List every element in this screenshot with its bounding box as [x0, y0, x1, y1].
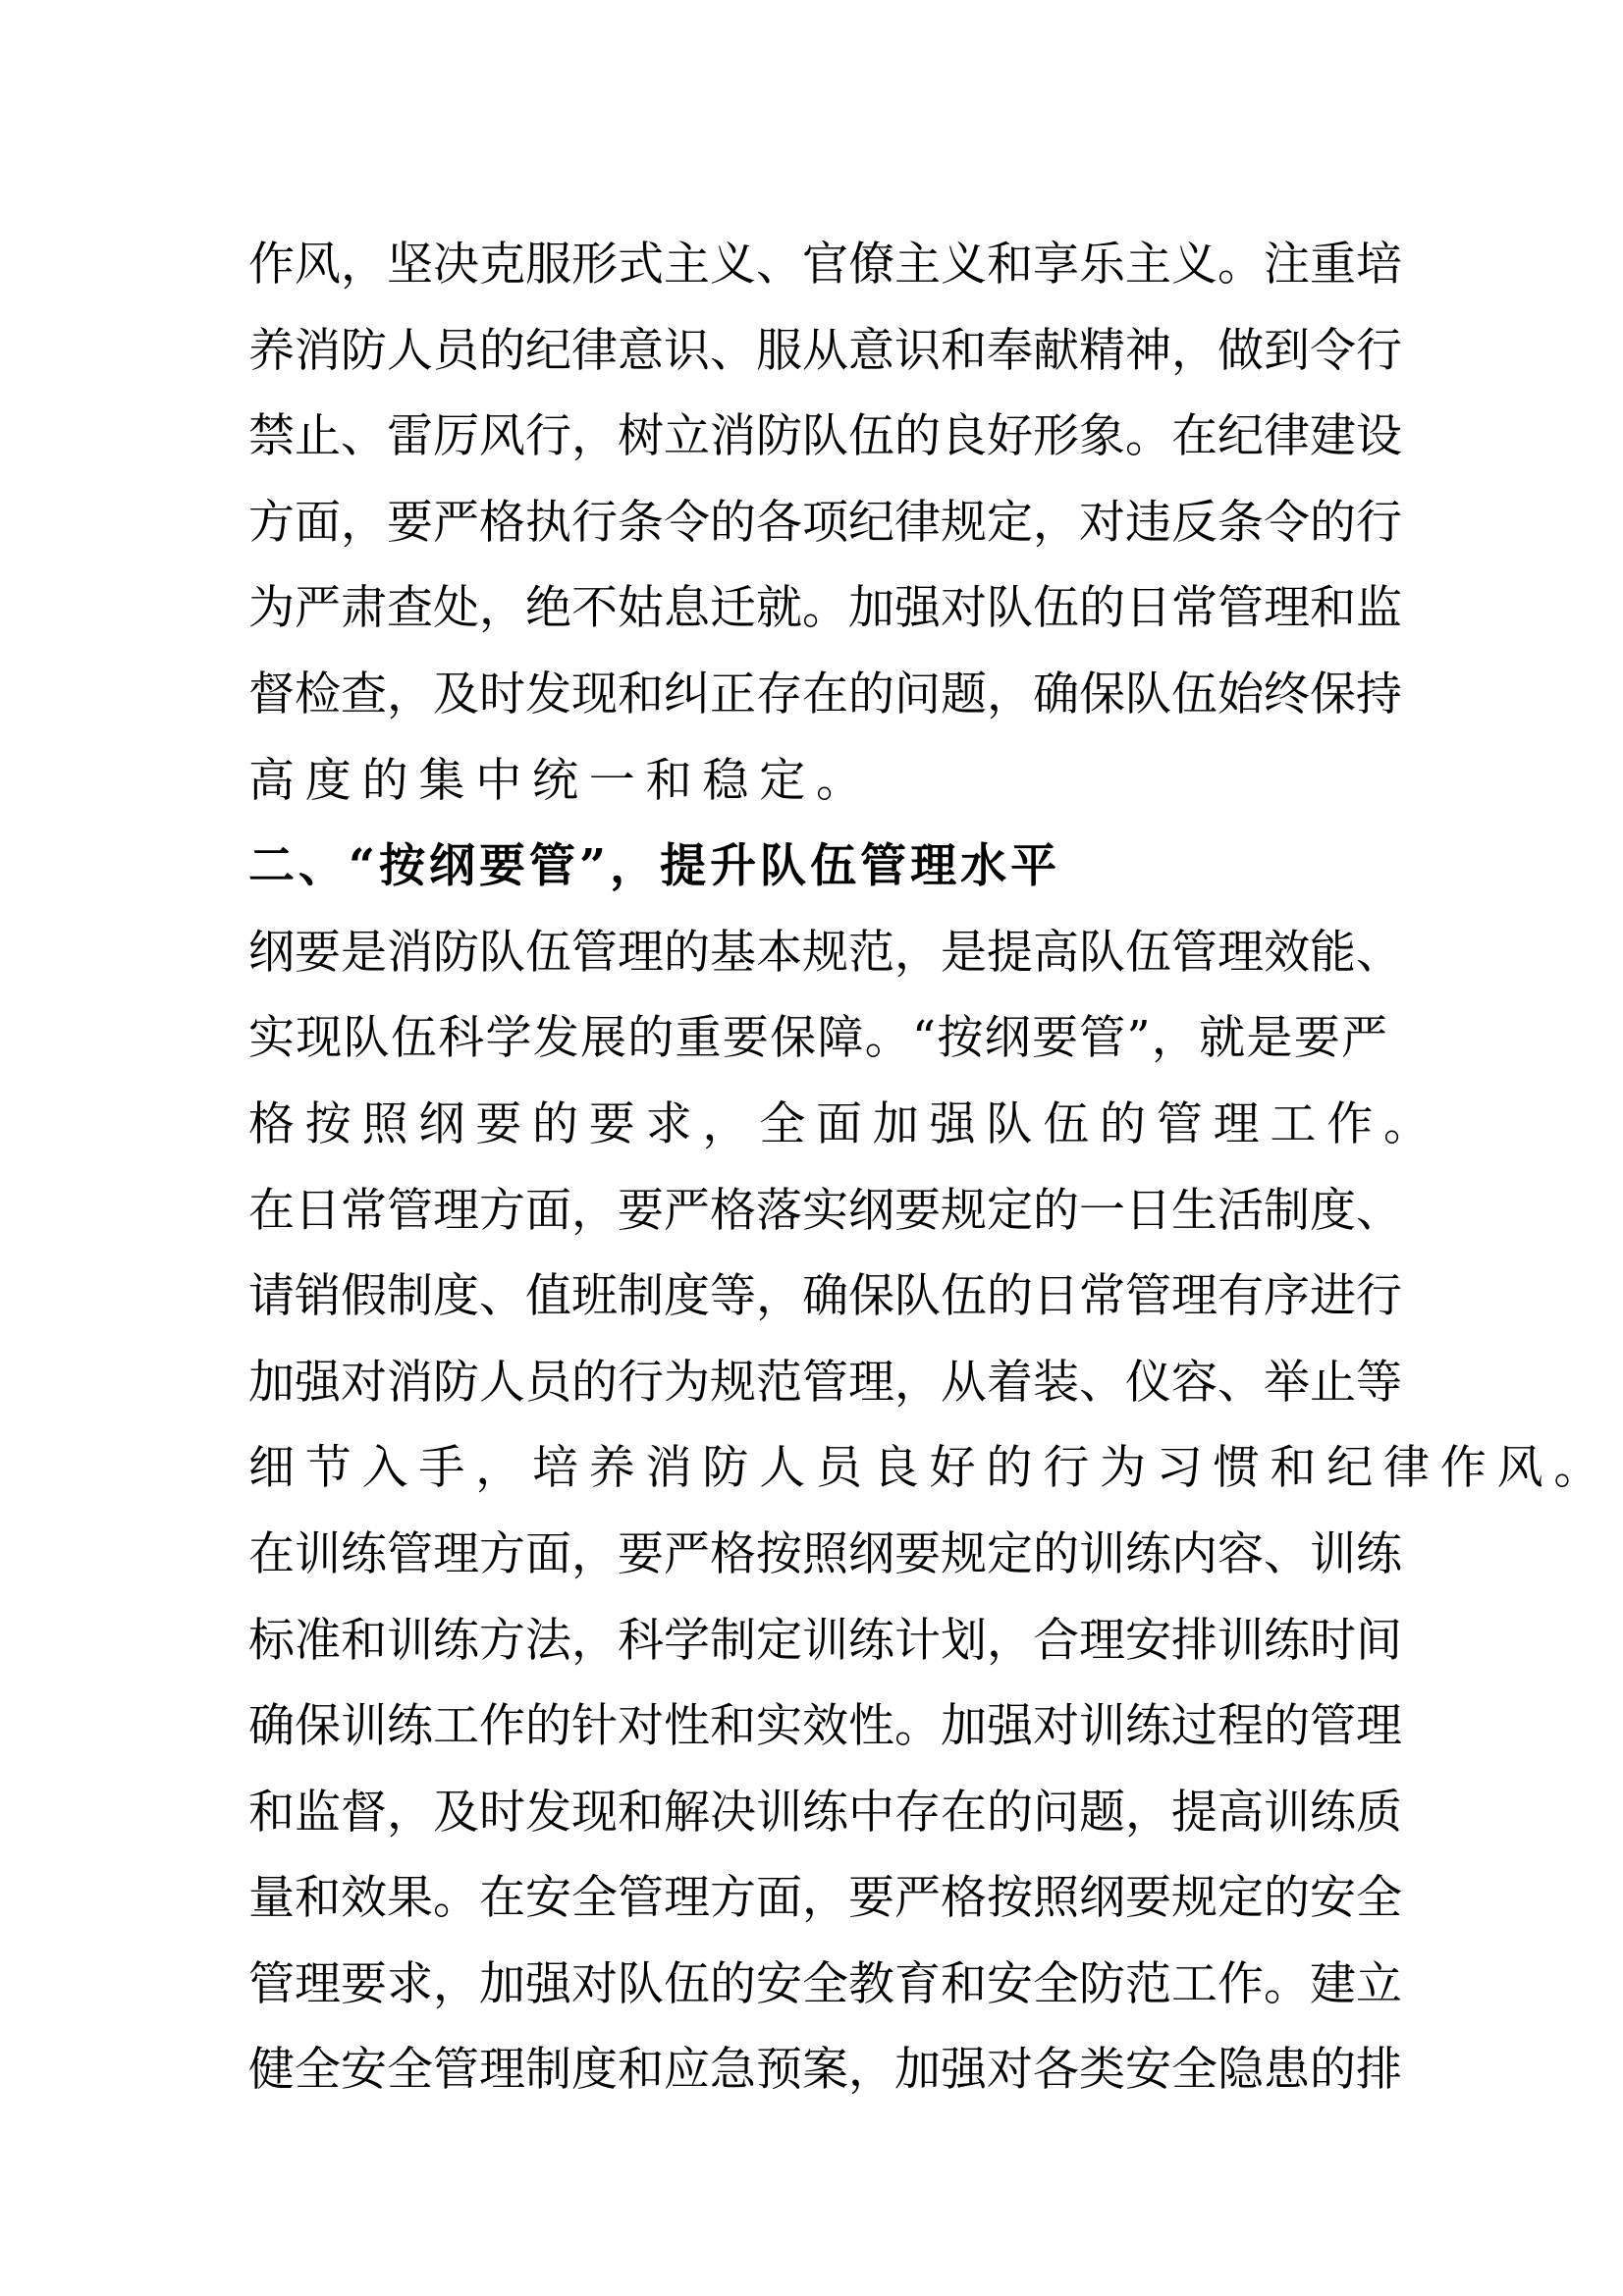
section-heading: 二、“按纲要管”，提升队伍管理水平: [248, 839, 1061, 894]
text-line: 禁止、雷厉风行，树立消防队伍的良好形象。在纪律建设: [248, 409, 1402, 464]
document-page: [248, 222, 1611, 2113]
text-line: 加强对消防人员的行为规范管理，从着装、仪容、举止等: [248, 1355, 1402, 1410]
text-line: 在训练管理方面，要严格按照纲要规定的训练内容、训练: [248, 1526, 1402, 1581]
text-line: 健全安全管理制度和应急预案，加强对各类安全隐患的排: [248, 2043, 1402, 2098]
text-line: 确保训练工作的针对性和实效性。加强对训练过程的管理: [248, 1699, 1402, 1754]
text-line: 实现队伍科学发展的重要保障。“按纲要管”，就是要严: [248, 1011, 1387, 1066]
text-line: 在日常管理方面，要严格落实纲要规定的一日生活制度、: [248, 1183, 1402, 1238]
text-line: 标准和训练方法，科学制定训练计划，合理安排训练时间: [248, 1613, 1402, 1668]
text-line: 管理要求，加强对队伍的安全教育和安全防范工作。建立: [248, 1956, 1402, 2011]
text-line: 作风，坚决克服形式主义、官僚主义和享乐主义。注重培: [248, 238, 1402, 292]
text-line: 量和效果。在安全管理方面，要严格按照纲要规定的安全: [248, 1871, 1402, 1926]
text-line: 方面，要严格执行条令的各项纪律规定，对违反条令的行: [248, 495, 1402, 550]
text-line: 请销假制度、值班制度等，确保队伍的日常管理有序进行: [248, 1269, 1402, 1324]
text-line: 格按照纲要的要求，全面加强队伍的管理工作。: [248, 1096, 1440, 1151]
text-line: 和监督，及时发现和解决训练中存在的问题，提高训练质: [248, 1785, 1402, 1840]
text-line: 细节入手，培养消防人员良好的行为习惯和纪律作风。: [248, 1441, 1611, 1496]
text-line: 为严肃查处，绝不姑息迁就。加强对队伍的日常管理和监: [248, 581, 1402, 636]
text-line: 养消防人员的纪律意识、服从意识和奉献精神，做到令行: [248, 323, 1402, 378]
text-line: 高度的集中统一和稳定。: [248, 753, 873, 808]
text-line: 纲要是消防队伍管理的基本规范，是提高队伍管理效能、: [248, 925, 1402, 980]
text-line: 督检查，及时发现和纠正存在的问题，确保队伍始终保持: [248, 667, 1402, 721]
